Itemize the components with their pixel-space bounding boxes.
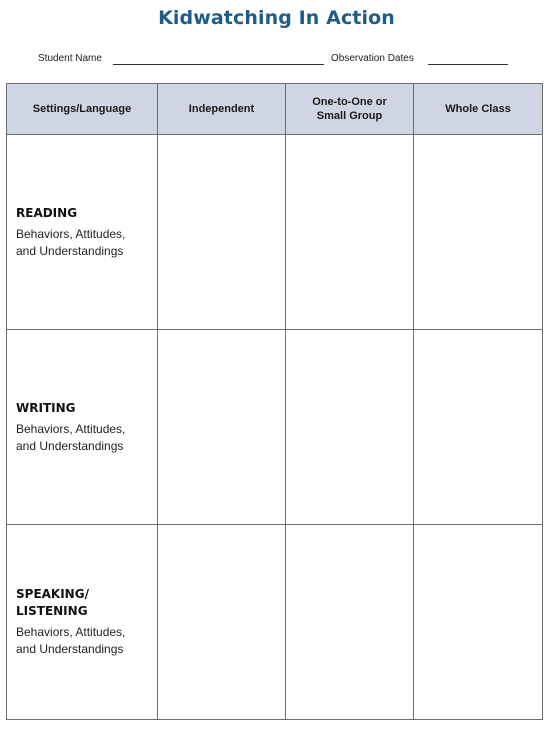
row-label-writing xyxy=(7,330,158,525)
table-row-reading xyxy=(7,135,543,330)
cell-speaking-listening-small-group[interactable] xyxy=(286,525,414,720)
header-small-group xyxy=(286,84,414,135)
cell-reading-small-group[interactable] xyxy=(286,135,414,330)
row-description: Behaviors, Attitudes, and Understandings xyxy=(16,625,126,656)
student-name-label: Student Name xyxy=(38,53,102,64)
row-label-speaking-listening xyxy=(7,525,158,720)
cell-speaking-listening-independent[interactable] xyxy=(158,525,286,720)
header-independent: Independent xyxy=(158,84,286,135)
table-row-speaking-listening xyxy=(7,525,543,720)
observation-table xyxy=(6,83,543,720)
page-title: Kidwatching In Action xyxy=(158,7,395,29)
header-settings-language: Settings/Language xyxy=(7,84,158,135)
row-description: Behaviors, Attitudes, and Understandings xyxy=(16,226,126,258)
cell-writing-whole-class[interactable] xyxy=(414,330,543,525)
observation-dates-field[interactable] xyxy=(428,64,508,65)
student-name-field[interactable] xyxy=(113,64,324,65)
cell-reading-whole-class[interactable] xyxy=(414,135,543,330)
header-small-group-line1: One-to-One or xyxy=(312,96,387,108)
row-description: Behaviors, Attitudes, and Understandings xyxy=(16,421,126,453)
cell-writing-independent[interactable] xyxy=(158,330,286,525)
row-label-reading xyxy=(7,135,158,330)
cell-writing-small-group[interactable] xyxy=(286,330,414,525)
row-title-line2: LISTENING xyxy=(16,604,88,618)
cell-reading-independent[interactable] xyxy=(158,135,286,330)
table-row-writing xyxy=(7,330,543,525)
row-title: READING xyxy=(16,205,78,220)
student-info-fields xyxy=(38,53,518,69)
header-whole-class: Whole Class xyxy=(414,84,543,135)
row-title: SPEAKING/ xyxy=(16,587,89,601)
observation-dates-label: Observation Dates xyxy=(331,53,414,64)
header-row xyxy=(7,84,543,135)
row-title: WRITING xyxy=(16,400,76,415)
cell-speaking-listening-whole-class[interactable] xyxy=(414,525,543,720)
header-small-group-line2: Small Group xyxy=(316,110,383,122)
